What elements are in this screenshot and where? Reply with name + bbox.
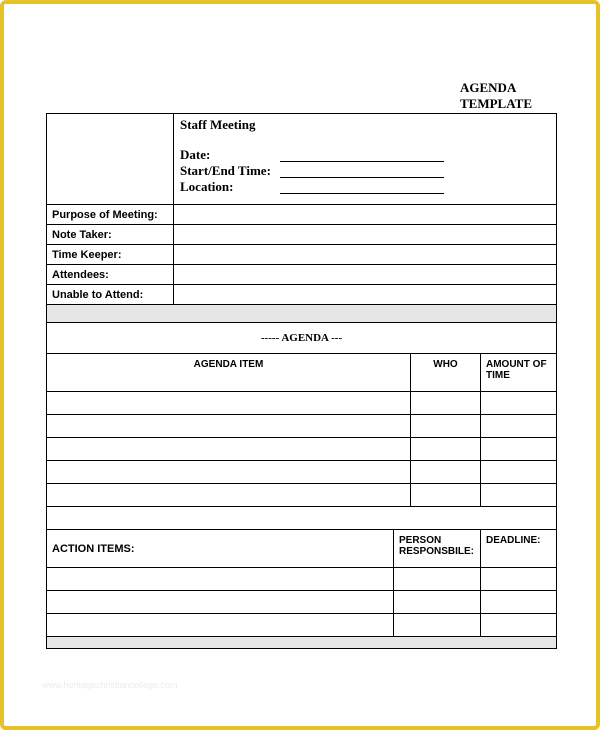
agenda-item-cell[interactable]	[47, 461, 411, 484]
who-cell[interactable]	[411, 461, 481, 484]
title-line-2: TEMPLATE	[460, 96, 532, 111]
header-row	[47, 114, 557, 205]
who-cell[interactable]	[411, 484, 481, 507]
agenda-form	[46, 113, 557, 649]
person-cell[interactable]	[394, 568, 481, 591]
location-field[interactable]	[180, 179, 550, 195]
person-header: PERSON RESPONSBILE:	[394, 530, 481, 568]
action-items-header: ACTION ITEMS:	[47, 530, 394, 568]
agenda-item-cell[interactable]	[47, 415, 411, 438]
date-label: Date:	[180, 147, 211, 162]
note-taker-input[interactable]	[174, 225, 557, 245]
agenda-item-header: AGENDA ITEM	[47, 354, 411, 392]
grey-separator	[47, 305, 557, 323]
info-row	[47, 205, 557, 225]
agenda-row	[47, 461, 557, 484]
deadline-cell[interactable]	[481, 568, 557, 591]
separator-row	[47, 305, 557, 323]
who-header: WHO	[411, 354, 481, 392]
action-item-cell[interactable]	[47, 614, 394, 637]
unable-label: Unable to Attend:	[47, 285, 174, 305]
spacer-row	[47, 507, 557, 530]
action-item-cell[interactable]	[47, 591, 394, 614]
date-field[interactable]	[180, 147, 550, 163]
agenda-row	[47, 484, 557, 507]
time-line	[280, 177, 444, 178]
unable-input[interactable]	[174, 285, 557, 305]
attendees-label: Attendees:	[47, 265, 174, 285]
agenda-item-cell[interactable]	[47, 484, 411, 507]
watermark-text: www.heritagechristiancollege.com	[42, 680, 178, 690]
purpose-input[interactable]	[174, 205, 557, 225]
action-item-cell[interactable]	[47, 568, 394, 591]
amount-cell[interactable]	[481, 484, 557, 507]
info-row	[47, 285, 557, 305]
time-label: Start/End Time:	[180, 163, 271, 178]
amount-cell[interactable]	[481, 461, 557, 484]
action-columns-row	[47, 530, 557, 568]
purpose-label: Purpose of Meeting:	[47, 205, 174, 225]
amount-header: AMOUNT OF TIME	[481, 354, 557, 392]
agenda-item-cell[interactable]	[47, 438, 411, 461]
location-label: Location:	[180, 179, 234, 194]
deadline-cell[interactable]	[481, 614, 557, 637]
action-row	[47, 568, 557, 591]
meeting-name: Staff Meeting	[180, 117, 256, 132]
deadline-cell[interactable]	[481, 591, 557, 614]
time-field[interactable]	[180, 163, 550, 179]
attendees-input[interactable]	[174, 265, 557, 285]
document-title	[460, 80, 570, 112]
spacer-cell	[47, 507, 557, 530]
agenda-row	[47, 392, 557, 415]
person-cell[interactable]	[394, 591, 481, 614]
amount-cell[interactable]	[481, 438, 557, 461]
agenda-row	[47, 415, 557, 438]
time-keeper-label: Time Keeper:	[47, 245, 174, 265]
info-row	[47, 245, 557, 265]
who-cell[interactable]	[411, 392, 481, 415]
info-row	[47, 265, 557, 285]
who-cell[interactable]	[411, 415, 481, 438]
title-line-1: AGENDA	[460, 80, 517, 95]
person-cell[interactable]	[394, 614, 481, 637]
logo-area[interactable]	[47, 114, 174, 205]
action-row	[47, 614, 557, 637]
grey-footer-separator	[47, 637, 557, 649]
agenda-heading: ----- AGENDA ---	[47, 323, 557, 354]
who-cell[interactable]	[411, 438, 481, 461]
amount-cell[interactable]	[481, 392, 557, 415]
date-line	[280, 161, 444, 162]
agenda-heading-row	[47, 323, 557, 354]
meeting-details	[174, 114, 557, 205]
time-keeper-input[interactable]	[174, 245, 557, 265]
note-taker-label: Note Taker:	[47, 225, 174, 245]
location-line	[280, 193, 444, 194]
footer-separator-row	[47, 637, 557, 649]
action-row	[47, 591, 557, 614]
info-row	[47, 225, 557, 245]
amount-cell[interactable]	[481, 415, 557, 438]
deadline-header: DEADLINE:	[481, 530, 557, 568]
agenda-columns-row	[47, 354, 557, 392]
agenda-item-cell[interactable]	[47, 392, 411, 415]
agenda-row	[47, 438, 557, 461]
